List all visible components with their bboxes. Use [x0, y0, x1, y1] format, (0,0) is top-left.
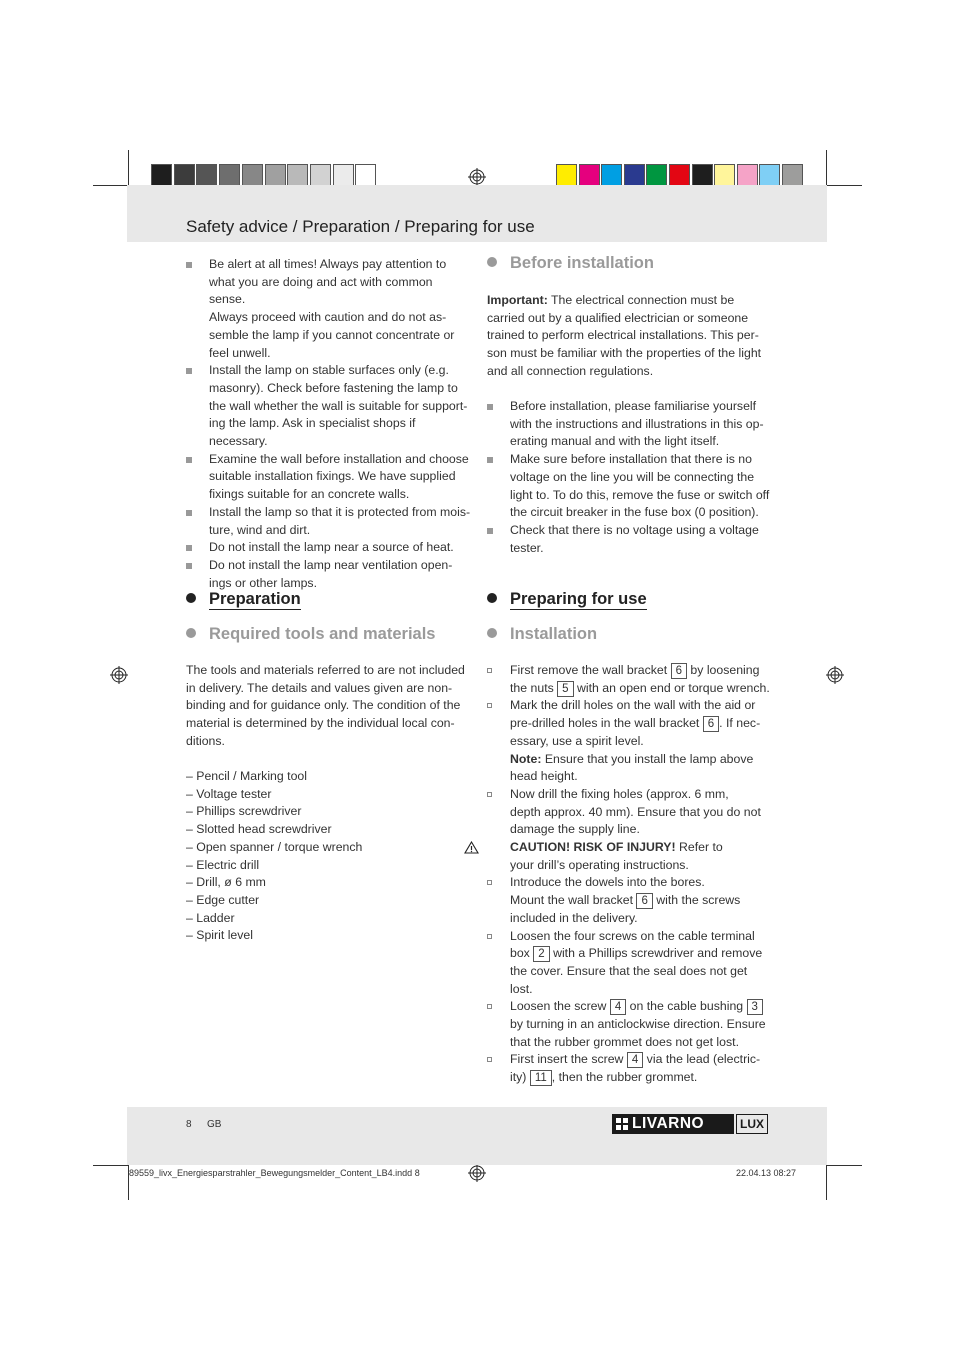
text-line: with the instructions and illustrations in this op- [510, 416, 764, 431]
gray-swatch [355, 164, 376, 186]
text-line: erating manual and with the light itself. [510, 434, 720, 449]
text-line: ture, wind and dirt. [209, 522, 311, 537]
square-bullet-icon [186, 510, 192, 516]
bullet-dot-icon [487, 593, 497, 603]
color-swatch [601, 164, 622, 186]
text-line: carried out by a qualified electrician or someone [487, 310, 749, 325]
part-ref: 6 [703, 716, 719, 732]
list-item [186, 539, 471, 557]
text-line: fixings suitable for an concrete walls. [209, 487, 410, 502]
list-item [186, 557, 471, 592]
tool-item: – Phillips screwdriver [186, 804, 302, 819]
text-line: and all connection regulations. [487, 363, 654, 378]
text-line: binding and for guidance only. The condition of the [186, 698, 461, 713]
list-item [487, 522, 777, 557]
text-line: Be alert at all times! Always pay attention to [209, 257, 447, 271]
color-swatch [692, 164, 713, 186]
text-line: Check that there is no voltage using a voltage [510, 522, 759, 537]
part-ref: 2 [533, 946, 549, 962]
text-line: Before installation, please familiarise yourself [510, 399, 757, 413]
color-swatch [624, 164, 645, 186]
tool-item: – Spirit level [186, 928, 253, 943]
color-swatch [646, 164, 667, 186]
registration-mark-icon [110, 666, 128, 684]
slug-filename: 89559_livx_Energiesparstrahler_Bewegungsmelder_Content_LB4.indd 8 [129, 1168, 420, 1178]
part-ref: 5 [557, 681, 573, 697]
tool-item: – Ladder [186, 910, 235, 925]
slug-date: 22.04.13 08:27 [736, 1168, 797, 1178]
installation-step: Mark the drill holes on the wall with the aid or pre-drilled holes in the wall bracket 6 . If nec- essary, use a spirit level. Note: Ensure that you install the lamp above head height. [487, 697, 777, 786]
part-ref: 4 [627, 1052, 643, 1068]
text-line: tester. [510, 540, 544, 555]
note-label: Note: [510, 751, 542, 766]
list-item [487, 398, 777, 451]
color-swatch [579, 164, 600, 186]
text-line: voltage on the line you will be connecting the [510, 469, 755, 484]
part-ref: 4 [610, 999, 626, 1015]
page-number: 8 [186, 1119, 192, 1130]
text-line: masonry). Check before fastening the lamp to [209, 380, 458, 395]
text-line: semble the lamp if you cannot concentrate or [209, 327, 455, 342]
color-swatch [669, 164, 690, 186]
text-line: ings or other lamps. [209, 575, 317, 590]
part-ref: 11 [530, 1070, 552, 1086]
text-line: Examine the wall before installation and choose [209, 451, 469, 466]
important-label: Important: [487, 293, 548, 307]
list-item [487, 451, 777, 522]
text-line: Do not install the lamp near ventilation open- [209, 557, 453, 572]
list-item [186, 504, 471, 539]
language-code: GB [207, 1119, 222, 1130]
safety-list [186, 256, 471, 592]
installation-step: Loosen the screw 4 on the cable bushing 3 by turning in an anticlockwise direction. Ensure that the rubber grommet does not get lost. [487, 998, 777, 1051]
checkbox-bullet-icon [487, 668, 492, 673]
tool-item: – Open spanner / torque wrench [186, 839, 363, 854]
crop-mark [826, 150, 827, 186]
text-line: Always proceed with caution and do not as- [209, 310, 447, 325]
gray-swatch [151, 164, 172, 186]
logo-squares-icon [616, 1118, 628, 1130]
text-line: the wall whether the wall is suitable for support- [209, 398, 468, 413]
tools-heading: Required tools and materials [186, 625, 435, 644]
text-line: Install the lamp so that it is protected from mois- [209, 504, 471, 519]
part-ref: 6 [671, 663, 687, 679]
square-bullet-icon [487, 528, 493, 534]
tools-intro [186, 662, 476, 751]
crop-mark [826, 1165, 827, 1200]
gray-swatch [265, 164, 286, 186]
tool-item: – Voltage tester [186, 786, 272, 801]
crop-mark [93, 1165, 129, 1166]
gray-swatch [287, 164, 308, 186]
list-item [186, 451, 471, 504]
registration-mark-icon [826, 666, 844, 684]
checkbox-bullet-icon [487, 1057, 492, 1062]
checkbox-bullet-icon [487, 1004, 492, 1009]
bullet-dot-icon [186, 593, 196, 603]
text-line: son must be familiar with the properties of the light [487, 346, 762, 361]
livarno-lux-logo [612, 1114, 768, 1134]
square-bullet-icon [186, 545, 192, 551]
bullet-dot-icon [487, 257, 497, 267]
checkbox-bullet-icon [487, 880, 492, 885]
square-bullet-icon [487, 457, 493, 463]
square-bullet-icon [186, 457, 192, 463]
installation-heading: Installation [487, 625, 597, 644]
logo-brand-text: LIVARNO [632, 1115, 705, 1132]
tool-item: – Slotted head screwdriver [186, 822, 332, 837]
gray-swatch [196, 164, 217, 186]
preparing-for-use-heading: Preparing for use [487, 590, 647, 609]
crop-mark [93, 185, 129, 186]
checkbox-bullet-icon [487, 703, 492, 708]
registration-mark-icon [468, 1164, 486, 1182]
text-line: Do not install the lamp near a source of heat. [209, 540, 454, 555]
gray-swatch [333, 164, 354, 186]
checkbox-bullet-icon [487, 792, 492, 797]
checkbox-bullet-icon [487, 934, 492, 939]
color-swatch [782, 164, 803, 186]
page-title: Safety advice / Preparation / Preparing for use [186, 217, 535, 236]
installation-steps [487, 662, 777, 1087]
crop-mark [826, 185, 862, 186]
installation-step: First insert the screw 4 via the lead (electric- ity) 11 , then the rubber grommet. [487, 1051, 777, 1086]
text-line: in delivery. The details and values given are non- [186, 680, 453, 695]
gray-swatch [219, 164, 240, 186]
warning-triangle-icon [464, 841, 479, 854]
color-swatch [556, 164, 577, 186]
square-bullet-icon [186, 262, 192, 268]
text-line: trained to perform electrical installations. This per- [487, 328, 759, 343]
text-line: Make sure before installation that there is no [510, 452, 752, 467]
square-bullet-icon [186, 368, 192, 374]
installation-step: First remove the wall bracket 6 by loosening the nuts 5 with an open end or torque wrench. [487, 662, 777, 697]
list-item [186, 362, 471, 451]
text-line: light to. To do this, remove the fuse or switch off [510, 487, 770, 502]
text-line: Install the lamp on stable surfaces only (e.g. [209, 363, 449, 378]
gray-swatch [310, 164, 331, 186]
part-ref: 6 [636, 893, 652, 909]
list-item [186, 256, 471, 362]
square-bullet-icon [487, 404, 493, 410]
text-line: material is determined by the individual local con- [186, 716, 455, 731]
gray-swatch [242, 164, 263, 186]
tool-item: – Electric drill [186, 857, 260, 872]
bullet-dot-icon [487, 628, 497, 638]
tool-item: – Edge cutter [186, 892, 260, 907]
installation-step: Introduce the dowels into the bores. Mount the wall bracket 6 with the screws included in the delivery. [487, 874, 777, 927]
before-installation-list [487, 398, 777, 557]
color-swatch [759, 164, 780, 186]
color-swatch [737, 164, 758, 186]
gray-swatch [174, 164, 195, 186]
bullet-dot-icon [186, 628, 196, 638]
crop-mark [128, 150, 129, 186]
text-line: The tools and materials referred to are not included [186, 663, 465, 677]
tools-list [186, 768, 476, 945]
part-ref: 3 [747, 999, 763, 1015]
before-installation-heading: Before installation [487, 254, 654, 273]
text-line: The electrical connection must be [547, 293, 735, 307]
registration-mark-icon [468, 168, 486, 186]
text-line: suitable installation fixings. We have supplied [209, 469, 456, 484]
square-bullet-icon [186, 563, 192, 569]
text-line: what you are doing and act with common sense. [209, 274, 433, 307]
text-line: the circuit breaker in the fuse box (0 position). [510, 505, 759, 520]
caution-note: CAUTION! RISK OF INJURY! Refer to your drill’s operating instructions. [464, 839, 777, 874]
text-line: ing the lamp. Ask in specialist shops if necessary. [209, 416, 416, 449]
tool-item: – Pencil / Marking tool [186, 769, 307, 783]
caution-label: CAUTION! RISK OF INJURY! [510, 840, 676, 855]
text-line: ditions. [186, 733, 225, 748]
tool-item: – Drill, ø 6 mm [186, 875, 266, 890]
important-paragraph [487, 292, 777, 381]
text-line: feel unwell. [209, 345, 271, 360]
color-swatch [714, 164, 735, 186]
preparation-heading: Preparation [186, 590, 301, 609]
logo-suffix-text: LUX [736, 1114, 768, 1134]
installation-step: Loosen the four screws on the cable terminal box 2 with a Phillips screwdriver and remove the cover. Ensure that the seal does not get lost. [487, 928, 777, 999]
installation-step: Now drill the fixing holes (approx. 6 mm, depth approx. 40 mm). Ensure that you do not damage the supply line. [487, 786, 777, 839]
crop-mark [826, 1165, 862, 1166]
